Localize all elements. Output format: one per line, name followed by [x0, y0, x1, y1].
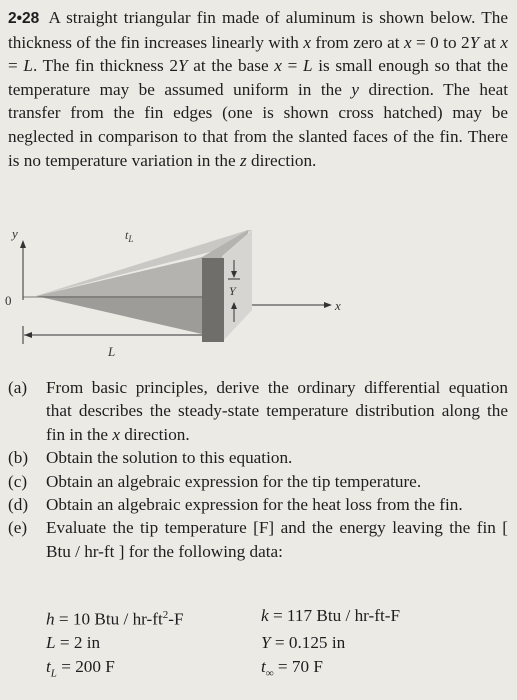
Y-dim-label: Y — [229, 284, 236, 298]
text-run: = — [8, 56, 24, 76]
question-part — [8, 376, 508, 446]
symbol: t — [261, 656, 266, 676]
x-axis-arrow — [324, 302, 332, 308]
symbol: Y — [261, 633, 271, 653]
part-text — [46, 470, 508, 493]
symbol: k — [261, 606, 269, 625]
part-label: (d) — [8, 495, 29, 515]
L-dim-arrow — [24, 332, 32, 338]
problem-text — [8, 8, 508, 170]
question-part — [8, 470, 508, 493]
value-tail: -F — [168, 609, 184, 629]
question-part — [8, 516, 508, 563]
y-axis-arrow — [20, 240, 26, 248]
fin-figure — [0, 222, 517, 380]
part-text — [46, 493, 508, 516]
question-part — [8, 446, 508, 469]
value: = 117 Btu / hr-ft-F — [268, 606, 401, 625]
text-run: direction. The heat transfer from the fin edges (one is shown cross hatched) may be neglected in comparison to that from the slanted faces of the fin. There is no temperature variation in the — [8, 79, 508, 170]
subscript: L — [50, 666, 57, 679]
text-run: A straight triangular fin made of aluminum is shown below. The thickness of the fin increases linearly with — [8, 8, 508, 52]
text-run: from zero at — [310, 32, 404, 52]
text-run: Evaluate the tip temperature [F] and the energy leaving the fin [ Btu / hr-ft ] for the following data: — [46, 518, 508, 561]
text-run: direction. — [246, 150, 317, 170]
x-axis-label: x — [335, 298, 341, 313]
symbol: t — [46, 656, 51, 676]
question-part — [8, 493, 508, 516]
text-run: x — [404, 32, 412, 52]
text-run: Y — [178, 56, 188, 76]
text-run: x — [274, 56, 282, 76]
L-dim-label: L — [108, 344, 116, 359]
given-value — [261, 631, 476, 654]
text-run: Obtain the solution to this equation. — [46, 448, 293, 468]
tL-label: $t_L$ — [125, 228, 134, 244]
text-run: x — [303, 32, 311, 52]
question-parts — [8, 376, 508, 563]
text-run: = — [281, 56, 303, 76]
superscript: 2 — [162, 609, 169, 621]
text-run: = 0 to 2 — [411, 32, 470, 52]
symbol: h — [46, 609, 55, 629]
given-value — [46, 604, 261, 631]
part-label: (e) — [8, 518, 28, 538]
part-text — [46, 516, 508, 563]
text-run: y — [351, 79, 360, 99]
text-run: . The fin thickness 2 — [32, 56, 179, 76]
text-run: Obtain an algebraic expression for the tip temperature. — [46, 471, 422, 491]
text-run: From basic principles, derive the ordinary differential equation that describes the steady-state temperature distribution along the fin in the — [46, 378, 508, 444]
text-run: L — [23, 56, 33, 76]
problem-number: 2•28 — [8, 10, 40, 27]
given-value — [261, 655, 476, 686]
value: = 0.125 in — [270, 633, 346, 653]
y-axis-label: y — [12, 226, 18, 241]
text-run: at — [479, 32, 501, 52]
given-value — [46, 631, 261, 654]
problem-statement — [8, 6, 508, 172]
part-label: (b) — [8, 448, 29, 468]
text-run: Y — [469, 32, 480, 52]
text-run: at the base — [187, 56, 275, 76]
fin-base — [202, 258, 224, 342]
value: = 200 F — [56, 656, 115, 676]
text-run: L — [302, 56, 313, 76]
text-run: x — [500, 32, 508, 52]
text-run: Obtain an algebraic expression for the heat loss from the fin. — [46, 495, 463, 515]
text-run: direction. — [120, 424, 190, 444]
value: = 10 Btu / hr-ft — [54, 609, 163, 629]
part-label: (c) — [8, 471, 28, 491]
part-text — [46, 376, 508, 446]
given-value — [46, 655, 261, 686]
part-text — [46, 446, 508, 469]
fin-lower-face — [36, 296, 202, 334]
text-run: is small enough so that the temperature may be assumed uniform in the — [8, 56, 508, 99]
given-data — [46, 604, 476, 685]
subscript: ∞ — [265, 666, 274, 679]
value: = 70 F — [273, 656, 323, 676]
text-run: z — [239, 150, 247, 170]
symbol: L — [46, 633, 56, 653]
text-run: x — [112, 424, 120, 444]
given-value — [261, 604, 476, 631]
part-label: (a) — [8, 378, 28, 397]
origin-label: 0 — [5, 293, 12, 308]
value: = 2 in — [55, 633, 101, 653]
